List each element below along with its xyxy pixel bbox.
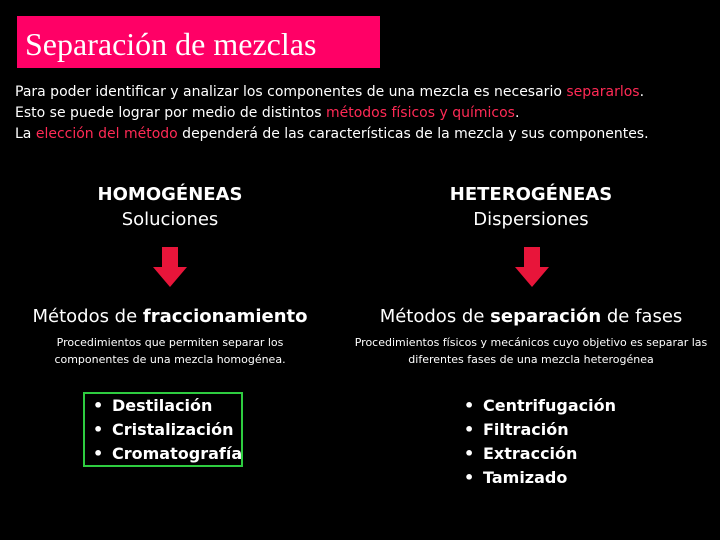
heterogeneous-method-prefix: Métodos de — [379, 306, 491, 327]
arrow-down-icon — [153, 247, 187, 287]
homogeneous-title: HOMOGÉNEAS — [97, 184, 243, 205]
homogeneous-subtitle: Soluciones — [121, 209, 219, 230]
heterogeneous-method-list — [457, 394, 616, 490]
intro-line-3-highlight: elección del método — [35, 126, 178, 142]
heterogeneous-method — [350, 305, 712, 329]
intro-text — [15, 82, 715, 145]
list-item: • Cristalización — [86, 418, 242, 442]
list-item: • Filtración — [457, 418, 616, 442]
intro-line-3-end: dependerá de las características de la mezcla y sus componentes. — [177, 126, 649, 142]
intro-line-2-text: Esto se puede lograr por medio de distintos — [15, 105, 326, 121]
heterogeneous-subtitle: Dispersiones — [473, 209, 589, 230]
list-item: • Tamizado — [457, 466, 616, 490]
homogeneous-method-list — [86, 394, 242, 466]
heterogeneous-description: Procedimientos físicos y mecánicos cuyo objetivo es separar las diferentes fases de una mezcla heterogénea — [354, 336, 708, 366]
arrow-down-icon — [515, 247, 549, 287]
homogeneous-method-bold: fraccionamiento — [142, 306, 308, 327]
intro-line-1-text: Para poder identificar y analizar los componentes de una mezcla es necesario — [15, 84, 567, 100]
homogeneous-header — [10, 182, 330, 232]
list-item: • Destilación — [86, 394, 242, 418]
list-item: • Extracción — [457, 442, 616, 466]
slide-title: Separación de mezclas — [25, 26, 317, 62]
homogeneous-method-prefix: Métodos de — [32, 306, 143, 327]
list-item: • Centrifugación — [457, 394, 616, 418]
intro-line-2 — [15, 103, 715, 124]
heterogeneous-title: HETEROGÉNEAS — [449, 184, 613, 205]
heterogeneous-method-bold: separación — [490, 306, 602, 327]
heterogeneous-header — [350, 182, 712, 232]
intro-line-1-highlight: separarlos — [566, 84, 640, 100]
intro-line-1-end: . — [639, 84, 645, 100]
homogeneous-description: Procedimientos que permiten separar los componentes de una mezcla homogénea. — [54, 336, 286, 366]
heterogeneous-method-suffix: de fases — [601, 306, 683, 327]
list-item: • Cromatografía — [86, 442, 242, 466]
intro-line-3-text: La — [15, 126, 36, 142]
homogeneous-method — [10, 305, 330, 329]
intro-line-2-end: . — [514, 105, 520, 121]
intro-line-2-highlight: métodos físicos y químicos — [325, 105, 515, 121]
intro-line-1 — [15, 82, 715, 103]
intro-line-3 — [15, 124, 715, 145]
